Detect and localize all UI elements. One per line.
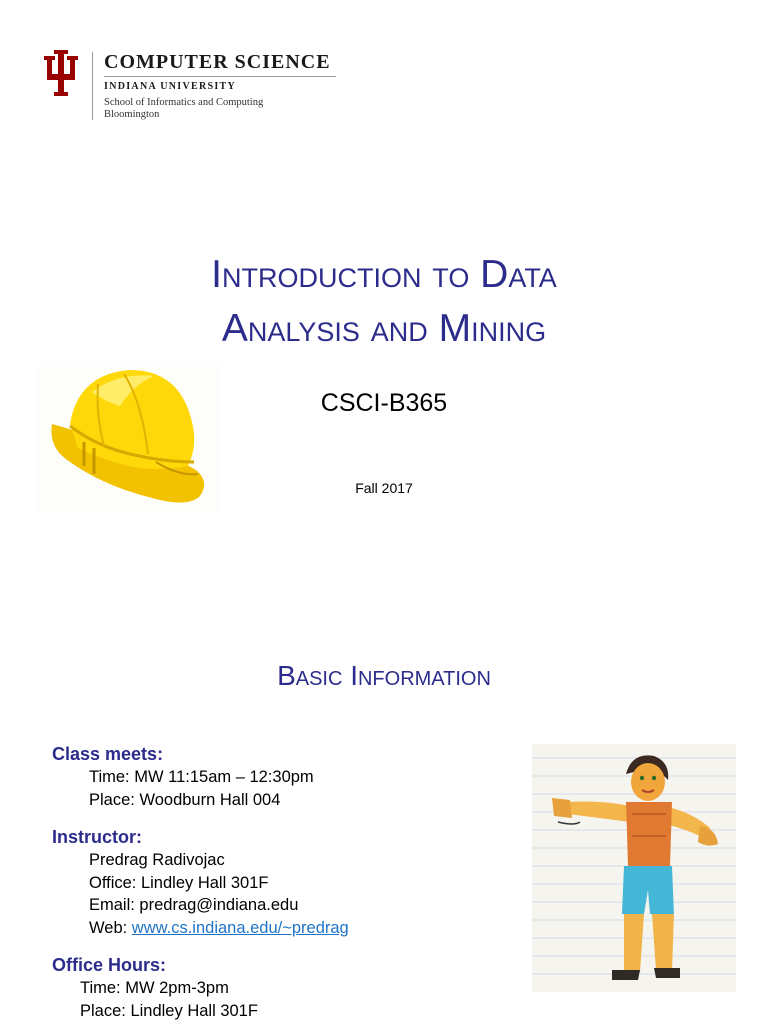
class-time: Time: MW 11:15am – 12:30pm [89, 768, 314, 786]
instructor-name: Predrag Radivojac [89, 851, 225, 869]
section-heading: Basic Information [277, 660, 491, 691]
instructor-web-label: Web: [89, 918, 132, 937]
child-drawing-image [532, 744, 736, 992]
office-hours-time: Time: MW 2pm-3pm [80, 979, 229, 997]
instructor-office: Office: Lindley Hall 301F [89, 873, 269, 892]
class-meets-heading: Class meets: [52, 744, 164, 764]
basic-info [52, 742, 512, 1022]
school-name: School of Informatics and Computing [104, 97, 264, 108]
university-name: INDIANA UNIVERSITY [104, 81, 237, 92]
instructor-heading: Instructor: [52, 827, 142, 847]
office-hours-heading: Office Hours: [52, 955, 167, 975]
iu-trident-icon [44, 50, 78, 96]
campus-name: Bloomington [104, 109, 160, 120]
logo-divider [92, 52, 93, 120]
instructor-email: Email: predrag@indiana.edu [89, 896, 299, 914]
hard-hat-image [38, 362, 222, 512]
course-term: Fall 2017 [355, 480, 413, 496]
course-title-line-2: Analysis and Mining [221, 307, 547, 350]
course-title-line-1: Introduction to Data [211, 253, 557, 296]
class-place: Place: Woodburn Hall 004 [89, 790, 281, 809]
logo-rule [104, 76, 336, 77]
course-code: CSCI-B365 [320, 389, 448, 417]
logo-text [104, 50, 336, 121]
office-hours-place: Place: Lindley Hall 301F [80, 1001, 258, 1020]
instructor-web-link[interactable]: www.cs.indiana.edu/~predrag [131, 918, 349, 937]
instructor-web [52, 917, 512, 940]
course-title [0, 248, 768, 356]
cs-logo [44, 50, 334, 122]
department-name: COMPUTER SCIENCE [104, 51, 331, 73]
